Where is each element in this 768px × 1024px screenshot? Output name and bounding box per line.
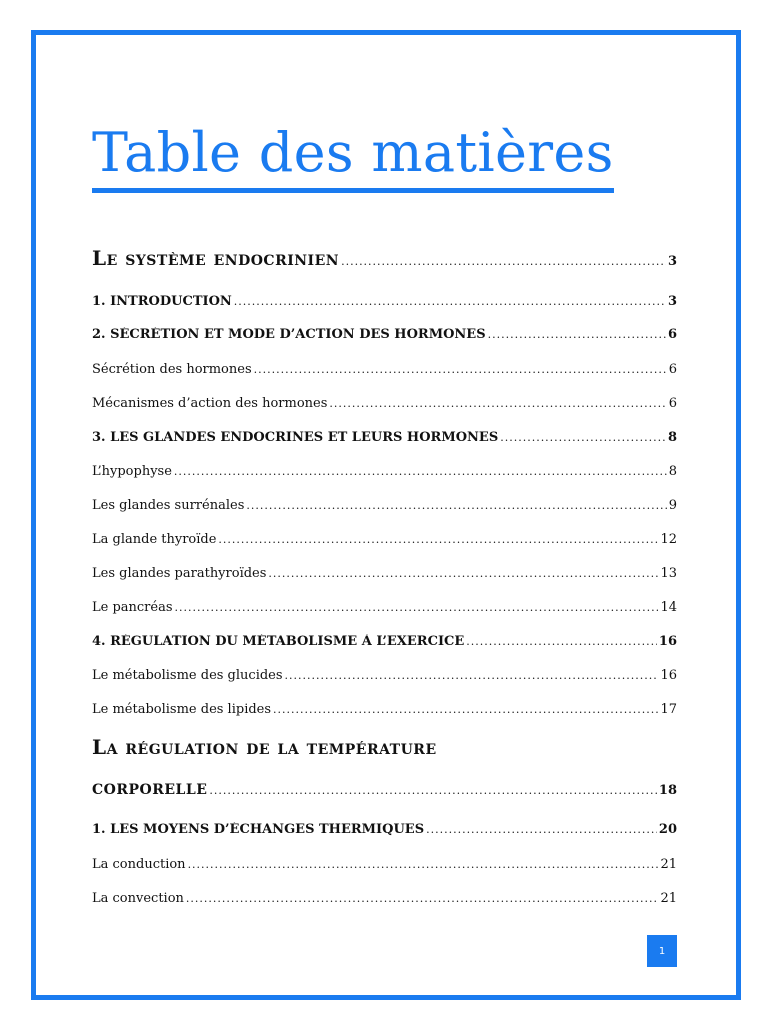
toc-chapter-line1[interactable]: La régulation de la température <box>92 735 437 759</box>
toc-chapter[interactable] <box>92 246 677 270</box>
toc-section[interactable] <box>92 634 677 649</box>
toc-chapter[interactable] <box>92 775 677 799</box>
toc-label: Mécanismes d’action des hormones <box>92 396 328 411</box>
dot-leader <box>218 533 658 546</box>
toc-page-number: 16 <box>658 634 677 649</box>
toc-label: La conduction <box>92 857 186 872</box>
toc-label: 4. RÉGULATION DU MÉTABOLISME À L’EXERCICE <box>92 634 465 649</box>
toc-subsection[interactable] <box>92 702 677 717</box>
toc-label: La convection <box>92 891 184 906</box>
dot-leader <box>186 892 659 905</box>
toc-page-number: 12 <box>660 532 677 547</box>
dot-leader <box>175 601 659 614</box>
toc-subsection[interactable] <box>92 362 677 377</box>
toc-subsection[interactable] <box>92 891 677 906</box>
toc-label: L’hypophyse <box>92 464 172 479</box>
toc-label: Le système endocrinien <box>92 246 340 270</box>
toc-label: Le métabolisme des glucides <box>92 668 283 683</box>
toc-subsection[interactable] <box>92 668 677 683</box>
dot-leader <box>174 465 667 478</box>
dot-leader <box>466 635 657 648</box>
toc-subsection[interactable] <box>92 396 677 411</box>
toc-subsection[interactable] <box>92 532 677 547</box>
toc-page-number: 6 <box>668 362 677 377</box>
toc-label: Sécrétion des hormones <box>92 362 252 377</box>
page-number-badge: 1 <box>647 935 677 967</box>
toc-section[interactable] <box>92 327 677 342</box>
dot-leader <box>246 499 666 512</box>
toc-page-number: 3 <box>667 254 677 269</box>
toc-page-number: 21 <box>660 857 677 872</box>
dot-leader <box>488 328 666 341</box>
toc-label: 2. SÉCRÉTION ET MODE D’ACTION DES HORMONES <box>92 327 486 342</box>
dot-leader <box>209 784 657 797</box>
toc-page-number: 14 <box>660 600 677 615</box>
toc-label: Le métabolisme des lipides <box>92 702 272 717</box>
toc-page-number: 6 <box>668 396 677 411</box>
toc-label: La glande thyroïde <box>92 532 217 547</box>
toc-page-number: 21 <box>660 891 677 906</box>
toc-page-number: 20 <box>658 822 677 837</box>
toc-page-number: 8 <box>667 430 677 445</box>
dot-leader <box>500 431 666 444</box>
toc-label: Le pancréas <box>92 600 173 615</box>
toc-subsection[interactable] <box>92 498 677 513</box>
dot-leader <box>234 295 666 308</box>
dot-leader <box>329 397 666 410</box>
toc-page-number: 18 <box>658 783 677 798</box>
dot-leader <box>254 363 667 376</box>
toc-page-number: 13 <box>660 566 677 581</box>
toc-page-number: 17 <box>660 702 677 717</box>
dot-leader <box>341 255 666 268</box>
dot-leader <box>426 823 657 836</box>
toc-subsection[interactable] <box>92 566 677 581</box>
toc-page-number: 8 <box>668 464 677 479</box>
toc-section[interactable] <box>92 294 677 309</box>
toc-page-number: 16 <box>660 668 677 683</box>
toc-label: 1. LES MOYENS D’ÉCHANGES THERMIQUES <box>92 822 425 837</box>
toc-label: 3. LES GLANDES ENDOCRINES ET LEURS HORMONES <box>92 430 499 445</box>
toc-subsection[interactable] <box>92 464 677 479</box>
toc-label: 1. INTRODUCTION <box>92 294 232 309</box>
toc-label: Les glandes surrénales <box>92 498 245 513</box>
toc-page-number: 3 <box>667 294 677 309</box>
toc-page-number: 6 <box>667 327 677 342</box>
dot-leader <box>273 703 658 716</box>
dot-leader <box>188 858 659 871</box>
toc-subsection[interactable] <box>92 857 677 872</box>
dot-leader <box>285 669 659 682</box>
toc-page-number: 9 <box>668 498 677 513</box>
toc-label: corporelle <box>92 775 208 799</box>
toc-label: Les glandes parathyroïdes <box>92 566 267 581</box>
dot-leader <box>268 567 658 580</box>
page-title: Table des matières <box>92 118 614 193</box>
toc-section[interactable] <box>92 430 677 445</box>
toc-subsection[interactable] <box>92 600 677 615</box>
toc-section[interactable] <box>92 822 677 837</box>
